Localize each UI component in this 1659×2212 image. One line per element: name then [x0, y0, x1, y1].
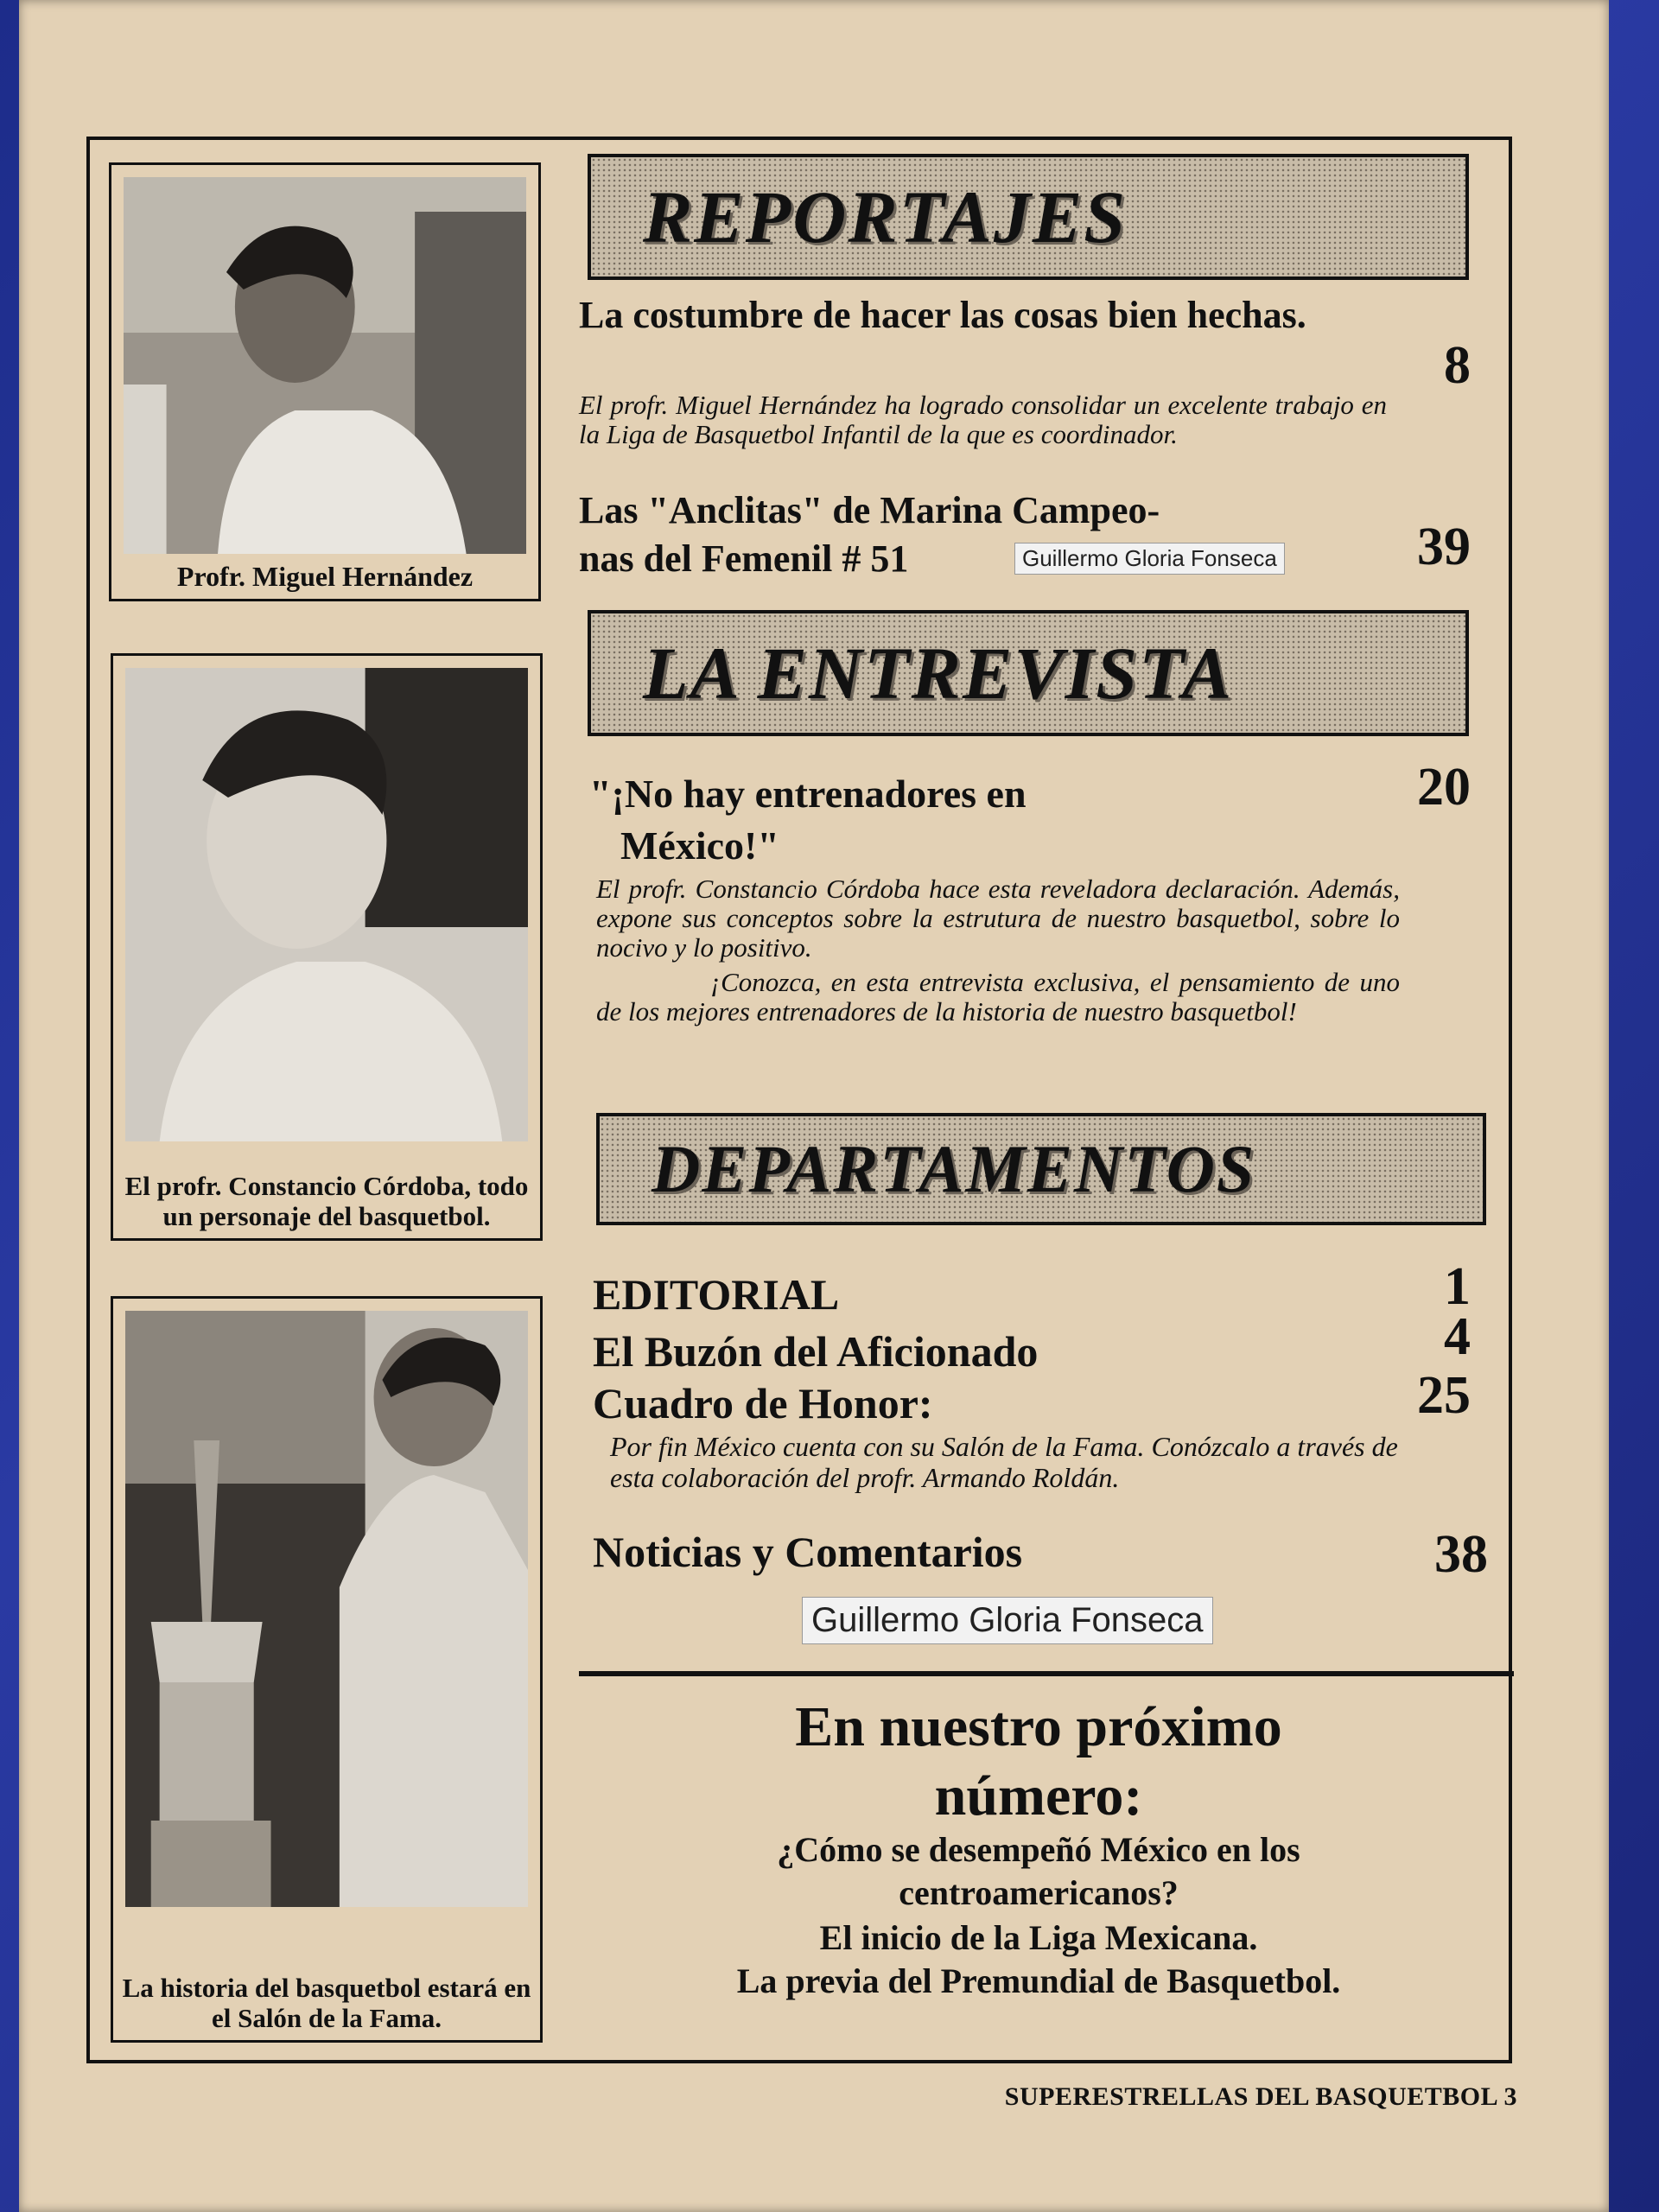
author-label: Guillermo Gloria Fonseca: [1014, 543, 1285, 575]
interview-description-1: El profr. Constancio Córdoba hace esta reveladora declaración. Además, expone sus conceptos sobre la estrutura de nuestro basquetbol, sobre lo nocivo y lo positivo.: [596, 874, 1400, 963]
photo-caption: Profr. Miguel Hernández: [176, 561, 474, 592]
entrevista-banner: [588, 610, 1469, 736]
magazine-page: [19, 0, 1609, 2212]
photo-box-miguel-hernandez: [109, 162, 541, 601]
author-label-large: Guillermo Gloria Fonseca: [802, 1597, 1213, 1644]
next-issue-line-3: El inicio de la Liga Mexicana.: [819, 1918, 1258, 1957]
article2-title-line1: Las "Anclitas" de Marina Campeo-: [579, 489, 1160, 531]
page-footer: SUPERESTRELLAS DEL BASQUETBOL 3: [1004, 2082, 1517, 2111]
interview-title-line1: "¡No hay entrenadores en: [589, 772, 1027, 816]
article2-page: 39: [1417, 518, 1471, 576]
dept-item-noticias: Noticias y Comentarios: [593, 1528, 1023, 1576]
next-issue-title-line2: número:: [934, 1764, 1143, 1827]
dept-item-cuadro-honor: Cuadro de Honor:: [593, 1379, 933, 1427]
reportajes-heading: REPORTAJES: [643, 175, 1128, 258]
dept-page-buzon: 4: [1444, 1307, 1471, 1366]
reportajes-banner: [588, 154, 1469, 280]
departamentos-heading: DEPARTAMENTOS: [652, 1131, 1256, 1206]
interview-page: 20: [1417, 758, 1471, 817]
photo-box-constancio-cordoba: [111, 653, 543, 1241]
article1-description: El profr. Miguel Hernández ha logrado consolidar un excelente trabajo en la Liga de Basquetbol Infantil de la que es coordinador.: [579, 390, 1387, 449]
next-issue-line-4: La previa del Premundial de Basquetbol.: [736, 1961, 1341, 2000]
photo-box-salon-fama: [111, 1296, 543, 2043]
dept-item-editorial: EDITORIAL: [593, 1270, 840, 1319]
article1-page: 8: [1444, 336, 1471, 395]
interview-description-2: ¡Conozca, en esta entrevista exclusiva, el pensamiento de uno de los mejores entrenadores de la historia de nuestro basquetbol!: [596, 967, 1400, 1027]
next-issue-title-line1: En nuestro próximo: [795, 1695, 1282, 1758]
photo-miguel-hernandez: [124, 177, 526, 554]
departamentos-banner: [596, 1113, 1486, 1225]
photo-caption: El profr. Constancio Córdoba, todo un personaje del basquetbol.: [124, 1171, 529, 1231]
divider-rule: [579, 1671, 1514, 1676]
article2-title-line2: nas del Femenil # 51: [579, 537, 909, 580]
photo-trophy: [125, 1311, 528, 1907]
cuadro-honor-description: Por fin México cuenta con su Salón de la Fama. Conózcalo a través de esta colaboración del profr. Armando Roldán.: [610, 1431, 1398, 1493]
article1-title: La costumbre de hacer las cosas bien hechas.: [579, 294, 1306, 336]
entrevista-heading: LA ENTREVISTA: [643, 632, 1234, 715]
dept-item-buzon: El Buzón del Aficionado: [593, 1327, 1039, 1376]
next-issue-line-1: ¿Cómo se desempeñó México en los: [777, 1830, 1300, 1869]
interview-title-line2: México!": [620, 823, 779, 868]
photo-constancio-cordoba: [125, 668, 528, 1141]
next-issue-line-2: centroamericanos?: [899, 1873, 1179, 1912]
dept-page-noticias: 38: [1434, 1525, 1488, 1584]
dept-page-editorial: 1: [1444, 1257, 1471, 1316]
photo-caption: La historia del basquetbol estará en el Salón de la Fama.: [122, 1973, 531, 2033]
dept-page-cuadro-honor: 25: [1417, 1366, 1471, 1425]
